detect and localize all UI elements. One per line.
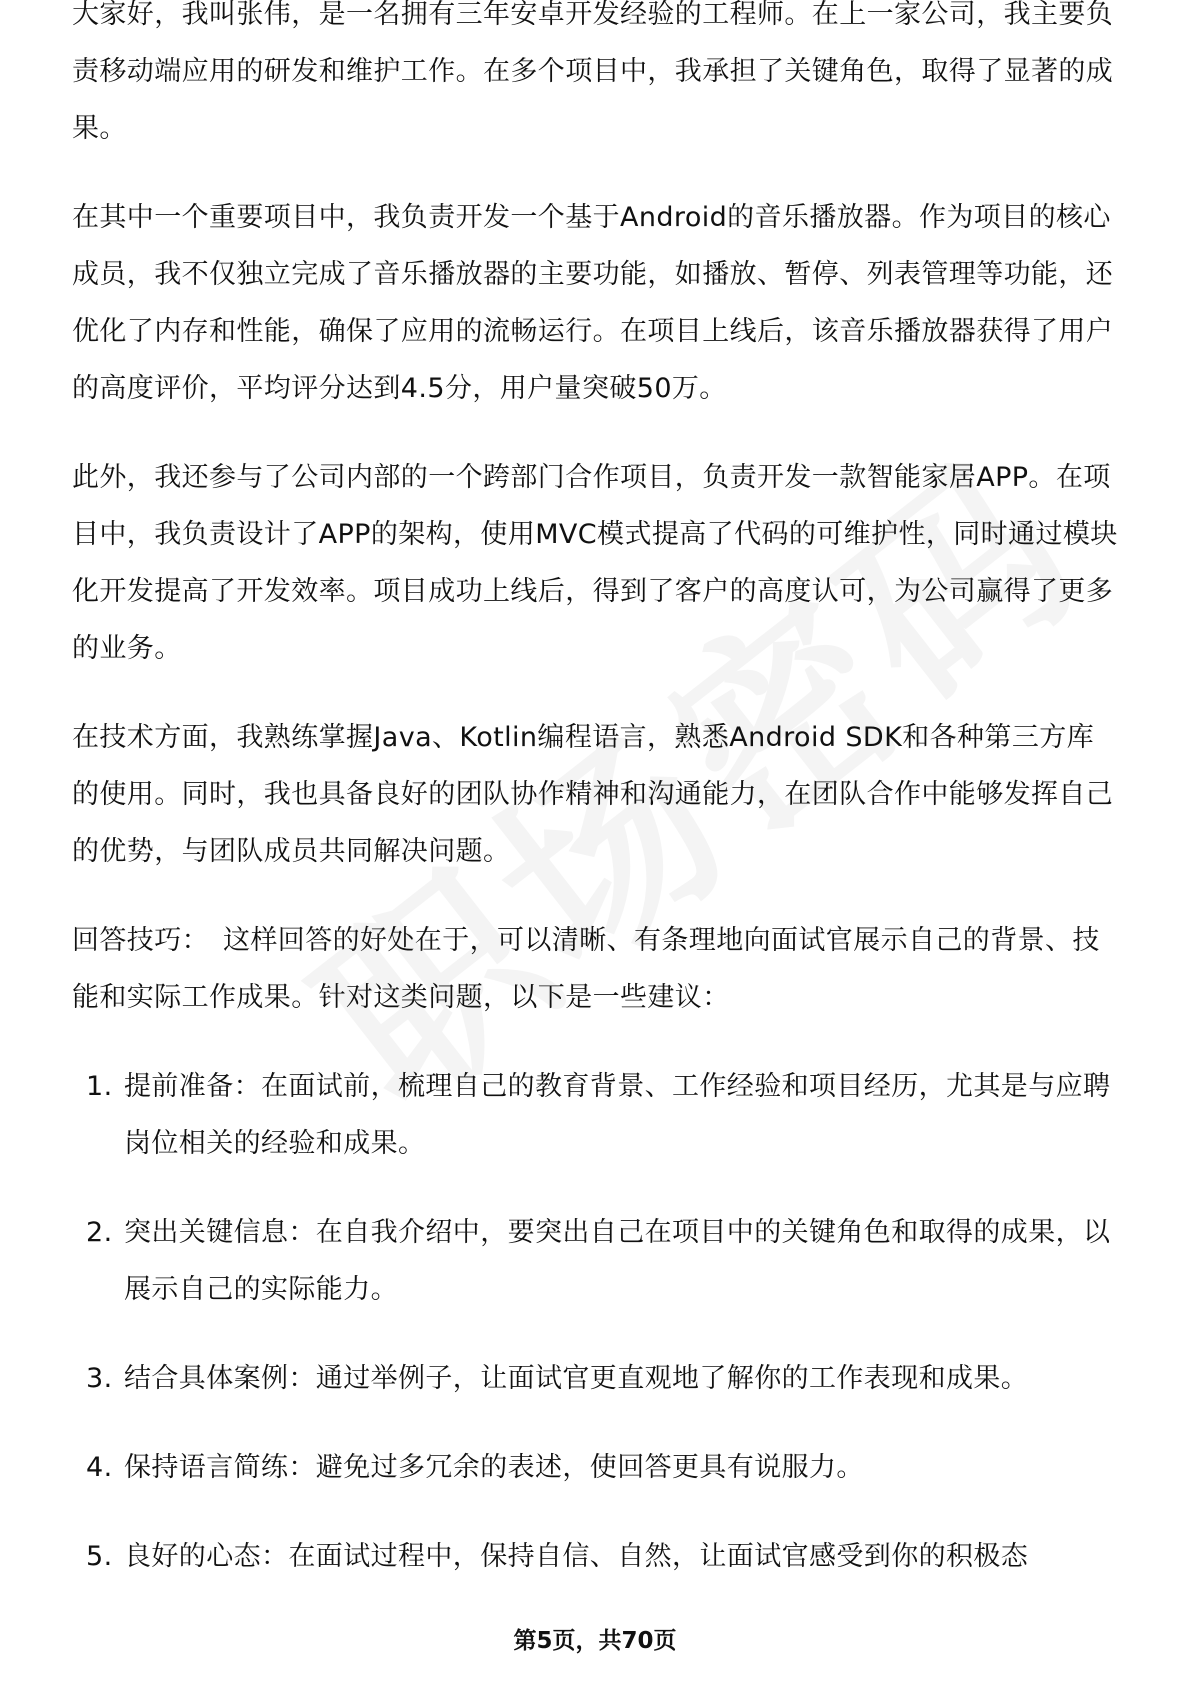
- list-item-number: 4.: [86, 1452, 113, 1483]
- advice-list: [72, 1058, 1118, 1585]
- list-item-text: 保持语言简练：避免过多冗余的表述，使回答更具有说服力。: [124, 1452, 864, 1483]
- list-item: [72, 1439, 1118, 1496]
- list-item: [72, 1058, 1118, 1172]
- list-item-number: 3.: [86, 1363, 113, 1394]
- list-item: [72, 1350, 1118, 1407]
- list-item-number: 5.: [86, 1541, 113, 1572]
- page-content: [72, 0, 1118, 1617]
- tips-label: 回答技巧：: [72, 925, 209, 956]
- list-item-text: 良好的心态：在面试过程中，保持自信、自然，让面试官感受到你的积极态: [124, 1541, 1029, 1572]
- paragraph-smart-home: 此外，我还参与了公司内部的一个跨部门合作项目，负责开发一款智能家居APP。在项目中，我负责设计了APP的架构，使用MVC模式提高了代码的可维护性，同时通过模块化开发提高了开发效率。项目成功上线后，得到了客户的高度认可，为公司赢得了更多的业务。: [72, 462, 1118, 664]
- paragraph-intro: 大家好，我叫张伟，是一名拥有三年安卓开发经验的工程师。在上一家公司，我主要负责移动端应用的研发和维护工作。在多个项目中，我承担了关键角色，取得了显著的成果。: [72, 0, 1114, 144]
- list-item-text: 突出关键信息：在自我介绍中，要突出自己在项目中的关键角色和取得的成果，以展示自己的实际能力。: [124, 1217, 1111, 1305]
- page-number-footer: 第5页，共70页: [513, 1628, 677, 1654]
- list-item-text: 结合具体案例：通过举例子，让面试官更直观地了解你的工作表现和成果。: [124, 1363, 1029, 1394]
- list-item-text: 提前准备：在面试前，梳理自己的教育背景、工作经验和项目经历，尤其是与应聘岗位相关的经验和成果。: [124, 1071, 1111, 1159]
- paragraph-tech-skills: 在技术方面，我熟练掌握Java、Kotlin编程语言，熟悉Android SDK和各种第三方库的使用。同时，我也具备良好的团队协作精神和沟通能力，在团队合作中能够发挥自己的优势，与团队成员共同解决问题。: [72, 722, 1114, 867]
- tips-text: 这样回答的好处在于，可以清晰、有条理地向面试官展示自己的背景、技能和实际工作成果。针对这类问题，以下是一些建议：: [72, 925, 1100, 1013]
- list-item: [72, 1204, 1118, 1318]
- list-item-number: 2.: [86, 1217, 113, 1248]
- paragraph-music-player: 在其中一个重要项目中，我负责开发一个基于Android的音乐播放器。作为项目的核心成员，我不仅独立完成了音乐播放器的主要功能，如播放、暂停、列表管理等功能，还优化了内存和性能，确保了应用的流畅运行。在项目上线后，该音乐播放器获得了用户的高度评价，平均评分达到4.5分，用户量突破50万。: [72, 202, 1114, 404]
- paragraph-tips: [72, 912, 1118, 1026]
- list-item: [72, 1528, 1118, 1585]
- list-item-number: 1.: [86, 1071, 113, 1102]
